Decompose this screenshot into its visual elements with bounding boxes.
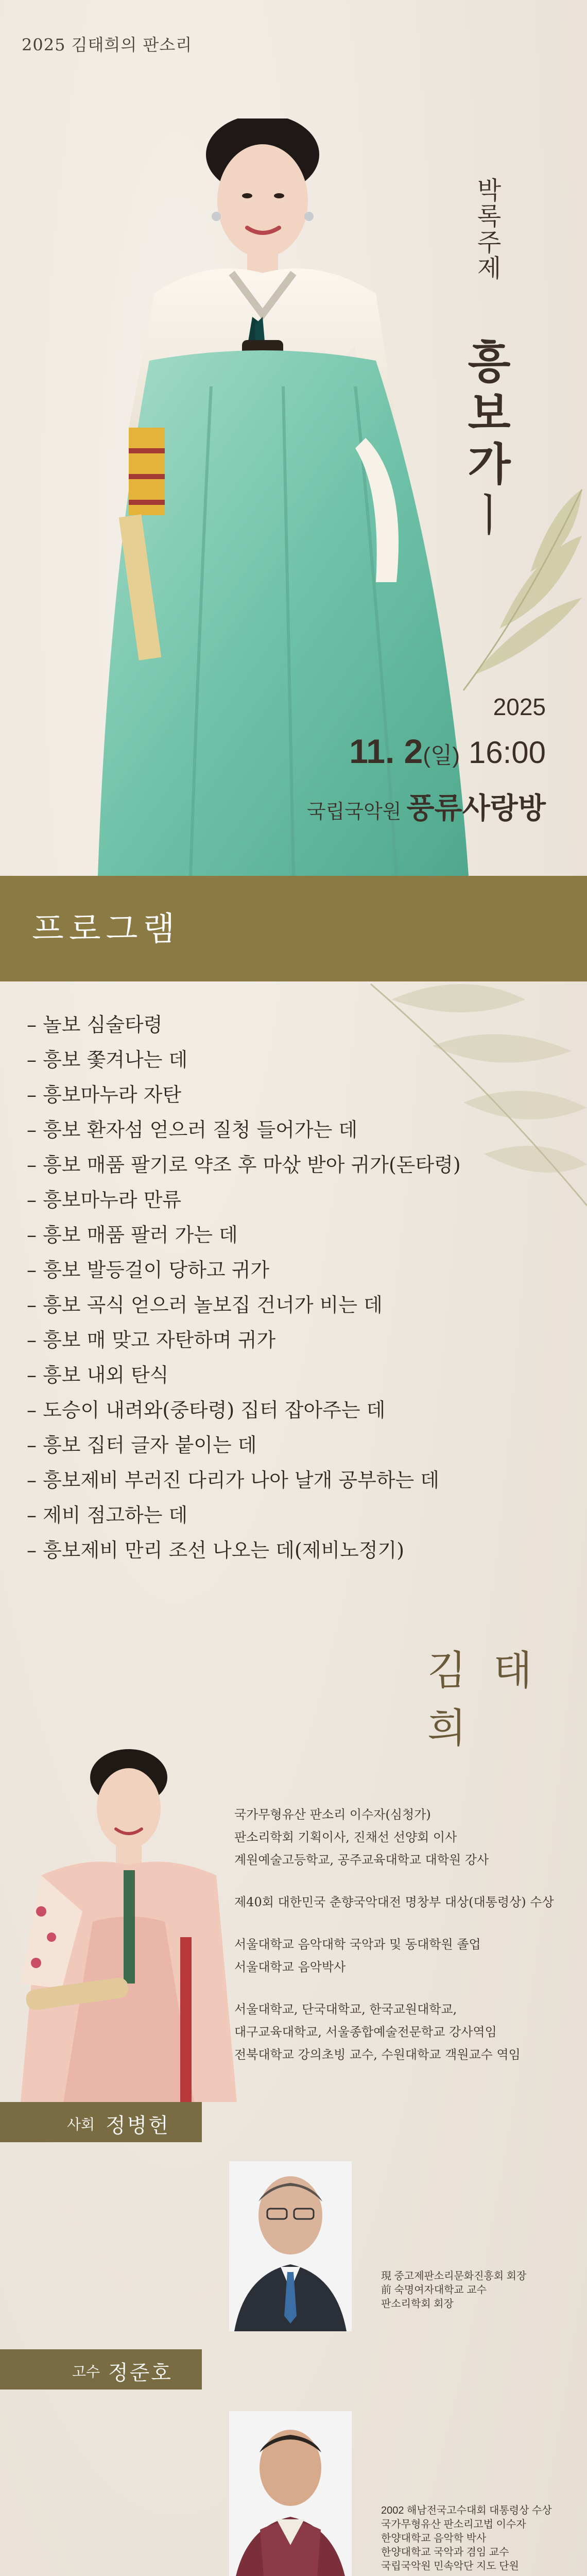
bio-line: 前 숙명여자대학교 교수: [381, 2284, 487, 2296]
program-banner: [0, 876, 587, 981]
program-item: – 흥보 매품 팔기로 약조 후 마삯 받아 귀가(돈타령): [27, 1154, 461, 1176]
leaf-decoration: [453, 479, 587, 696]
program-item: – 흥보 집터 글자 붙이는 데: [27, 1434, 257, 1456]
title-small-char: 주: [477, 228, 502, 257]
drummer-role: 고수: [72, 2364, 100, 2380]
bio-line: 국립국악원 민속악단 지도 단원: [381, 2561, 519, 2572]
bio-line: 한양대학교 국악과 겸임 교수: [381, 2547, 509, 2558]
title-big-char: 흥: [468, 336, 511, 388]
program-item: – 흥보 쫓겨나는 데: [27, 1048, 188, 1071]
program-list: [27, 1007, 490, 1568]
bio-line: 국가무형유산 판소리 이수자(심청가): [234, 1807, 431, 1822]
hero-year: 2025: [493, 693, 546, 720]
performer-photo: [10, 1741, 247, 2112]
bio-line: 국가무형유산 판소리고법 이수자: [381, 2519, 526, 2530]
program-item: – 흥보 내외 탄식: [27, 1364, 169, 1386]
program-item: – 흥보 곡식 얻으러 놀보집 건너가 비는 데: [27, 1294, 383, 1316]
bio-line: 대구교육대학교, 서울종합예술전문학교 강사역임: [234, 2025, 497, 2039]
title-small-char: 록: [477, 202, 502, 231]
bio-line: 2002 해남전국고수대회 대통령상 수상: [381, 2505, 552, 2516]
bio-line: 서울대학교 음악대학 국악과 및 동대학원 졸업: [234, 1937, 481, 1952]
bio-line: 서울대학교, 단국대학교, 한국교원대학교,: [234, 2002, 457, 2016]
bio-line: 계원예술고등학교, 공주교육대학교 대학원 강사: [234, 1853, 489, 1867]
hero-subtitle: 2025 김태희의 판소리: [22, 35, 193, 55]
bio-line: 판소리학회 회장: [381, 2298, 454, 2310]
host-bio: [381, 2269, 582, 2311]
hero-venue: [307, 786, 546, 827]
program-item: – 제비 점고하는 데: [27, 1504, 188, 1527]
program-item: – 흥보제비 만리 조선 나오는 데(제비노정기): [27, 1539, 405, 1562]
bio-line: 판소리학회 기획이사, 진채선 선양회 이사: [234, 1830, 457, 1844]
drummer-bio: [381, 2504, 582, 2573]
host-tag: [0, 2102, 202, 2142]
title-big-char: ㅣ: [468, 489, 511, 541]
hero-title-small: [474, 178, 505, 282]
program-item: – 흥보마누라 만류: [27, 1189, 182, 1211]
program-item: – 흥보 발등걸이 당하고 귀가: [27, 1259, 270, 1281]
title-big-char: 보: [468, 387, 511, 439]
drummer-tag: [0, 2349, 202, 2389]
host-name: 정병헌: [106, 2114, 170, 2137]
program-item: – 흥보 매 맞고 자탄하며 귀가: [27, 1329, 276, 1351]
host-photo: [229, 2161, 352, 2331]
title-big-char: 가: [468, 438, 511, 490]
host-role: 사회: [67, 2116, 95, 2132]
title-small-char: 제: [477, 254, 502, 283]
time-value: 16:00: [468, 735, 546, 770]
drummer-name: 정준호: [108, 2362, 172, 2384]
day-value: (일): [423, 743, 460, 768]
program-item: – 흥보제비 부러진 다리가 나아 날개 공부하는 데: [27, 1469, 440, 1492]
bio-line: 서울대학교 음악박사: [234, 1960, 346, 1974]
drummer-photo: [229, 2411, 352, 2576]
bio-line: 제40회 대한민국 춘향국악대전 명창부 대상(대통령상) 수상: [234, 1895, 554, 1909]
program-item: – 흥보마누라 자탄: [27, 1083, 182, 1106]
bio-line: 現 중고제판소리문화진흥회 회장: [381, 2270, 527, 2282]
program-item: – 놀보 심술타령: [27, 1013, 163, 1036]
performer-bio: [234, 1803, 579, 2066]
venue-name: 풍류사랑방: [406, 792, 546, 824]
venue-label: 국립국악원: [306, 801, 402, 823]
program-item: – 흥보 환자섬 얻으러 질청 들어가는 데: [27, 1118, 358, 1141]
performer-name: 김 태 희: [427, 1648, 540, 1752]
program-item: – 흥보 매품 팔러 가는 데: [27, 1224, 238, 1246]
hero-date: [349, 732, 546, 771]
title-small-char: 박: [477, 176, 502, 205]
bio-line: 전북대학교 강의초빙 교수, 수원대학교 객원교수 역임: [234, 2047, 521, 2062]
program-title: 프로그램: [32, 910, 180, 948]
date-value: 11. 2: [349, 732, 423, 770]
bio-line: 한양대학교 음악학 박사: [381, 2533, 487, 2544]
hero-section: [0, 0, 587, 876]
program-item: – 도승이 내려와(중타령) 집터 잡아주는 데: [27, 1399, 386, 1421]
